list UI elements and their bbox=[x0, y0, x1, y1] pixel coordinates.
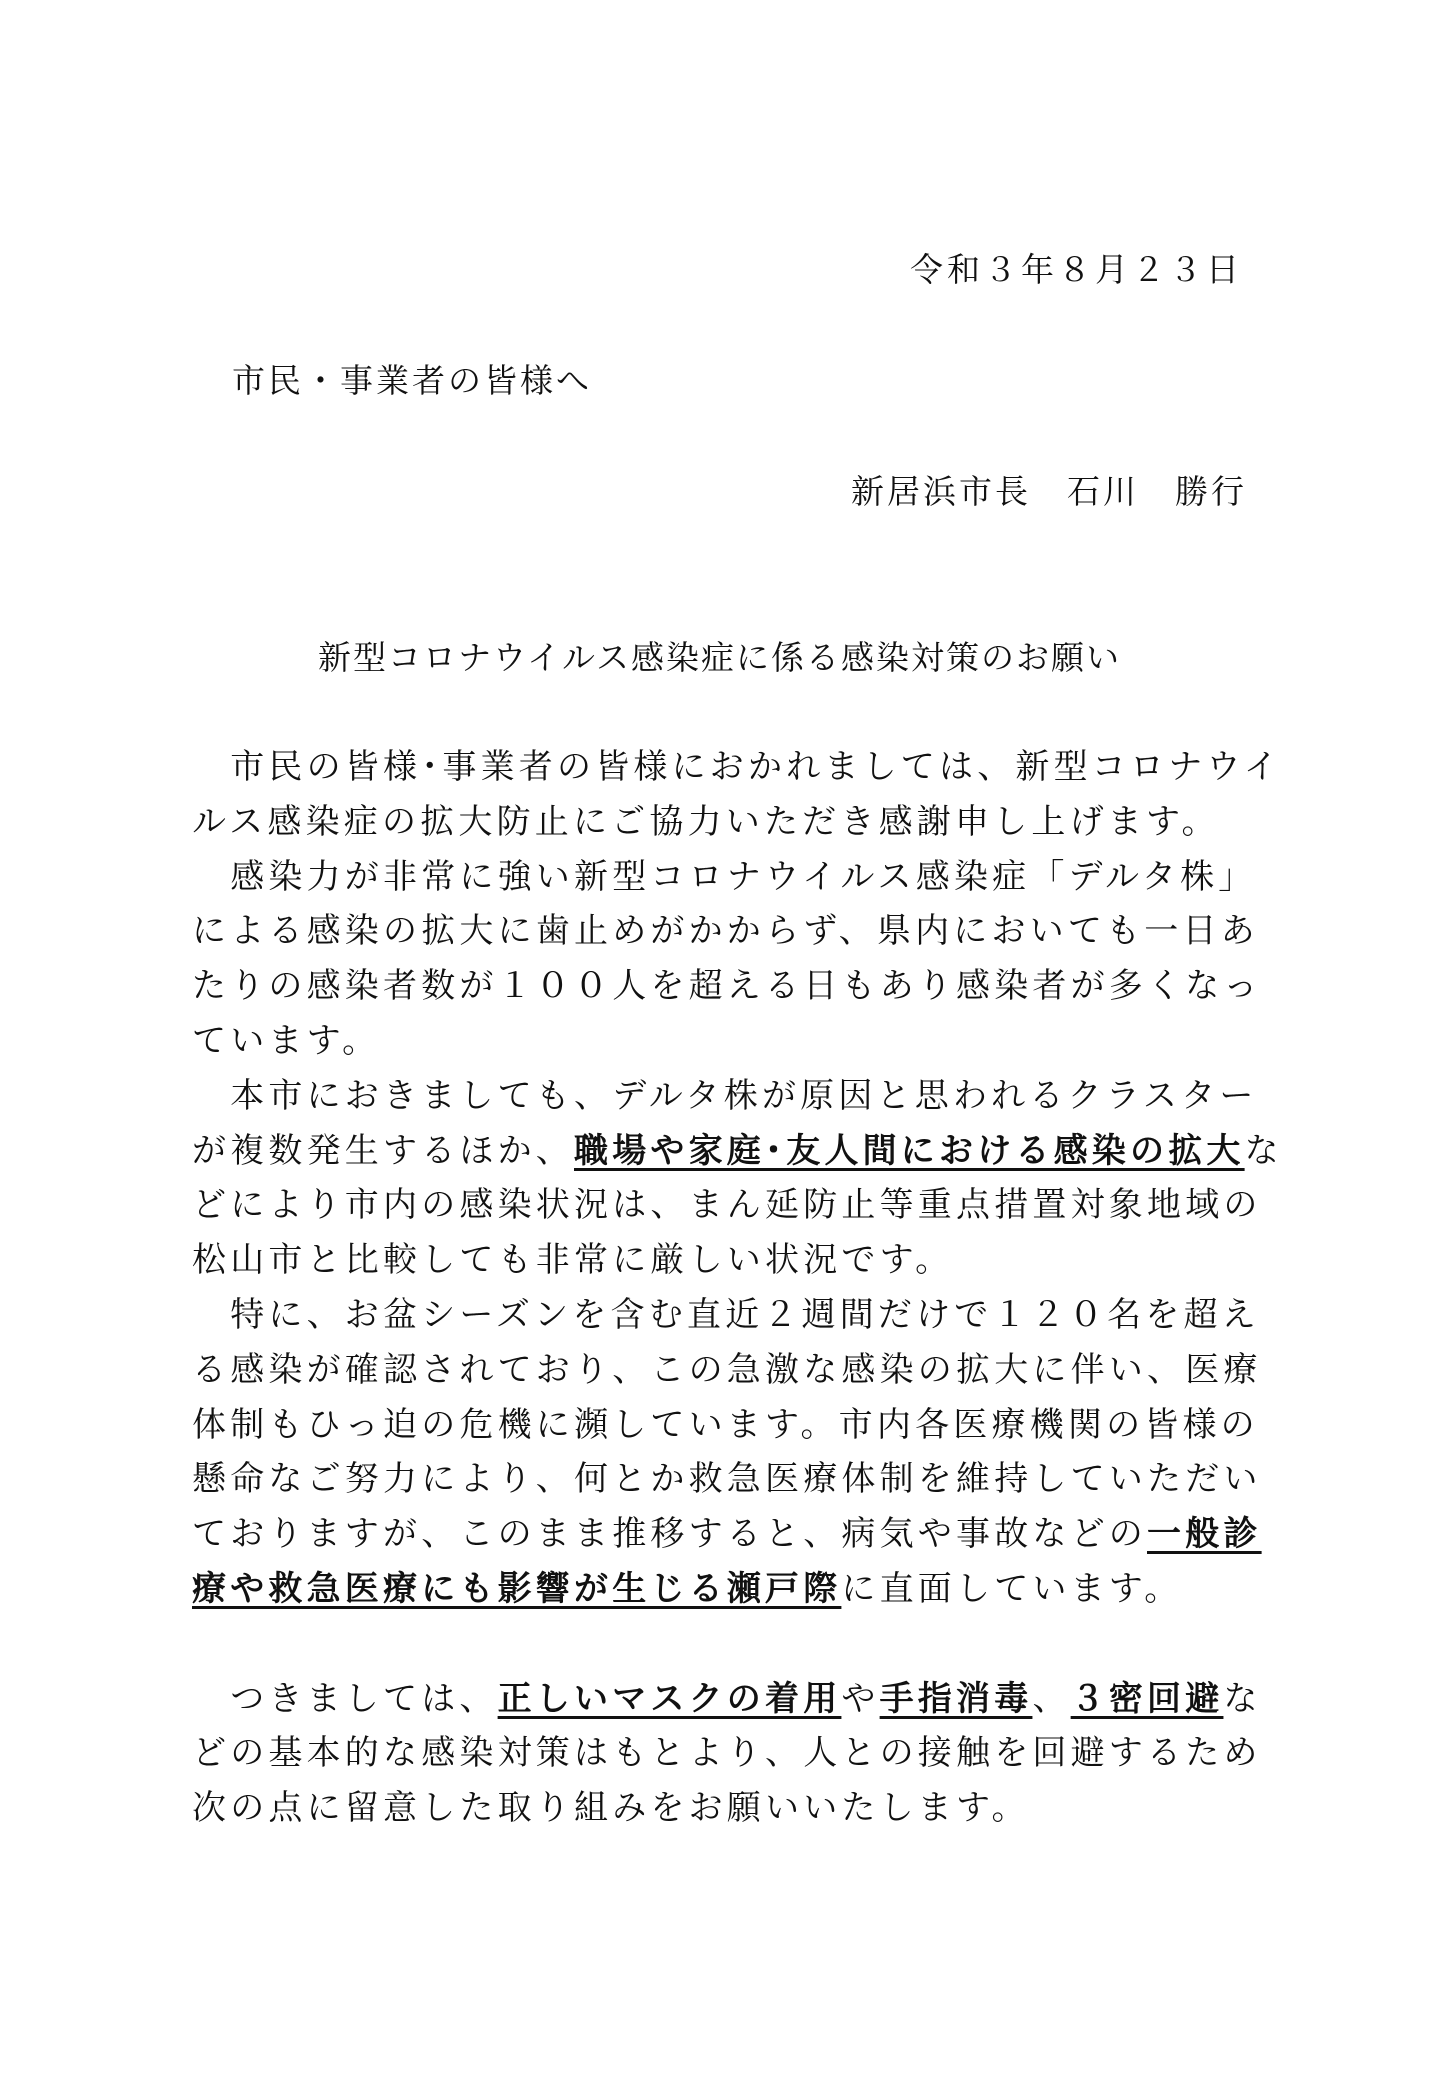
body-line: どの基本的な感染対策はもとより、人との接触を回避するため bbox=[192, 1733, 1262, 1774]
addressee: 市民・事業者の皆様へ bbox=[232, 361, 592, 400]
body-line: る感染が確認されており、この急激な感染の拡大に伴い、医療 bbox=[192, 1349, 1262, 1390]
body-line: どにより市内の感染状況は、まん延防止等重点措置対象地域の bbox=[192, 1185, 1262, 1226]
paragraph-1 bbox=[192, 740, 1282, 850]
text-run: な bbox=[1244, 1130, 1283, 1171]
body-line: 体制もひっ迫の危機に瀕しています。市内各医療機関の皆様の bbox=[192, 1404, 1259, 1445]
paragraph-spacer bbox=[192, 1617, 1262, 1672]
paragraph-4 bbox=[192, 1288, 1262, 1617]
body-line: 懸命なご努力により、何とか救急医療体制を維持していただい bbox=[192, 1459, 1262, 1500]
emphasis-text: 手指消毒 bbox=[879, 1678, 1033, 1719]
paragraph-2 bbox=[192, 850, 1262, 1069]
body-line: による感染の拡大に歯止めがかからず、県内においても一日あ bbox=[192, 911, 1259, 952]
text-run: ておりますが、このまま推移すると、病気や事故などの bbox=[192, 1514, 1147, 1555]
text-run: に直面しています。 bbox=[841, 1568, 1183, 1609]
paragraph-3 bbox=[192, 1069, 1283, 1288]
body-line bbox=[192, 1507, 1262, 1562]
body-line: ルス感染症の拡大防止にご協力いただき感謝申し上げます。 bbox=[192, 801, 1220, 842]
body-line: 市民の皆様･事業者の皆様におかれましては、新型コロナウイ bbox=[192, 747, 1282, 787]
emphasis-text: ３密回避 bbox=[1070, 1678, 1224, 1719]
body-line: 特に、お盆シーズンを含む直近２週間だけで１２０名を超え bbox=[192, 1294, 1260, 1335]
document-date: 令和３年８月２３日 bbox=[910, 250, 1243, 289]
text-run: つきましては、 bbox=[192, 1678, 498, 1719]
emphasis-text: 職場や家庭･友人間における感染の拡大 bbox=[574, 1130, 1245, 1171]
text-run: 、 bbox=[1032, 1678, 1071, 1719]
body-line: 本市におきましても、デルタ株が原因と思われるクラスター bbox=[192, 1075, 1258, 1116]
text-run: な bbox=[1223, 1678, 1262, 1719]
document-title: 新型コロナウイルス感染症に係る感染対策のお願い bbox=[317, 638, 1122, 677]
paragraph-5 bbox=[192, 1672, 1262, 1836]
document-body bbox=[192, 740, 1283, 1836]
body-line: 松山市と比較しても非常に厳しい状況です。 bbox=[192, 1240, 954, 1281]
text-run: や bbox=[841, 1678, 880, 1719]
body-line: たりの感染者数が１００人を超える日もあり感染者が多くなっ bbox=[192, 966, 1262, 1007]
body-line bbox=[192, 1562, 1262, 1617]
body-line bbox=[192, 1672, 1262, 1727]
sender-signature: 新居浜市長 石川 勝行 bbox=[851, 472, 1247, 511]
emphasis-text: 正しいマスクの着用 bbox=[497, 1678, 842, 1719]
body-line: 感染力が非常に強い新型コロナウイルス感染症「デルタ株」 bbox=[192, 856, 1257, 897]
text-run: が複数発生するほか、 bbox=[192, 1130, 574, 1171]
emphasis-text: 療や救急医療にも影響が生じる瀬戸際 bbox=[192, 1568, 842, 1609]
body-line bbox=[192, 1124, 1283, 1179]
emphasis-text: 一般診 bbox=[1147, 1514, 1262, 1555]
body-line: ています。 bbox=[192, 1020, 381, 1061]
body-line: 次の点に留意した取り組みをお願いいたします。 bbox=[192, 1788, 1030, 1829]
